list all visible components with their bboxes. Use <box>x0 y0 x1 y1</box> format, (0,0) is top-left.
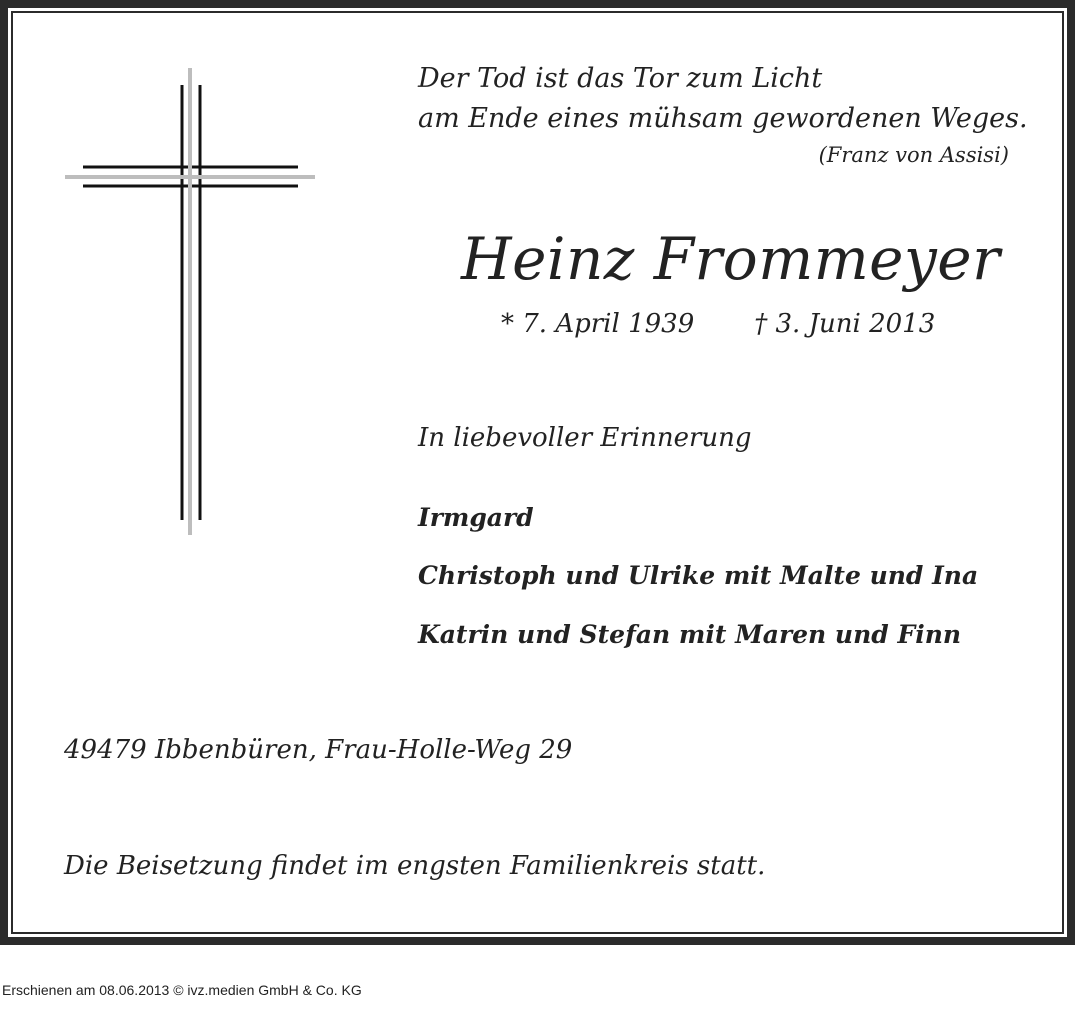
quote-line-1: Der Tod ist das Tor zum Licht <box>418 63 823 94</box>
address: 49479 Ibbenbüren, Frau-Holle-Weg 29 <box>64 735 573 765</box>
memory-line: In liebevoller Erinnerung <box>418 423 752 453</box>
life-dates <box>501 309 935 339</box>
publication-footer: Erschienen am 08.06.2013 © ivz.medien GmbH & Co. KG <box>2 982 362 998</box>
quote <box>418 59 1028 139</box>
notice-frame-gap <box>8 8 1067 937</box>
quote-line-2: am Ende eines mühsam gewordenen Weges. <box>418 103 1028 134</box>
deceased-name: Heinz Frommeyer <box>461 225 1001 293</box>
funeral-note: Die Beisetzung findet im engsten Familienkreis statt. <box>64 851 766 881</box>
family-line: Irmgard <box>418 503 534 532</box>
birth-date: * 7. April 1939 <box>501 309 695 339</box>
family-line: Christoph und Ulrike mit Malte und Ina <box>418 561 979 590</box>
cross-icon <box>13 13 333 553</box>
obituary-notice <box>11 11 1064 934</box>
death-date: † 3. Juni 2013 <box>754 309 936 339</box>
quote-author: (Franz von Assisi) <box>818 143 1009 167</box>
family-line: Katrin und Stefan mit Maren und Finn <box>418 620 962 649</box>
